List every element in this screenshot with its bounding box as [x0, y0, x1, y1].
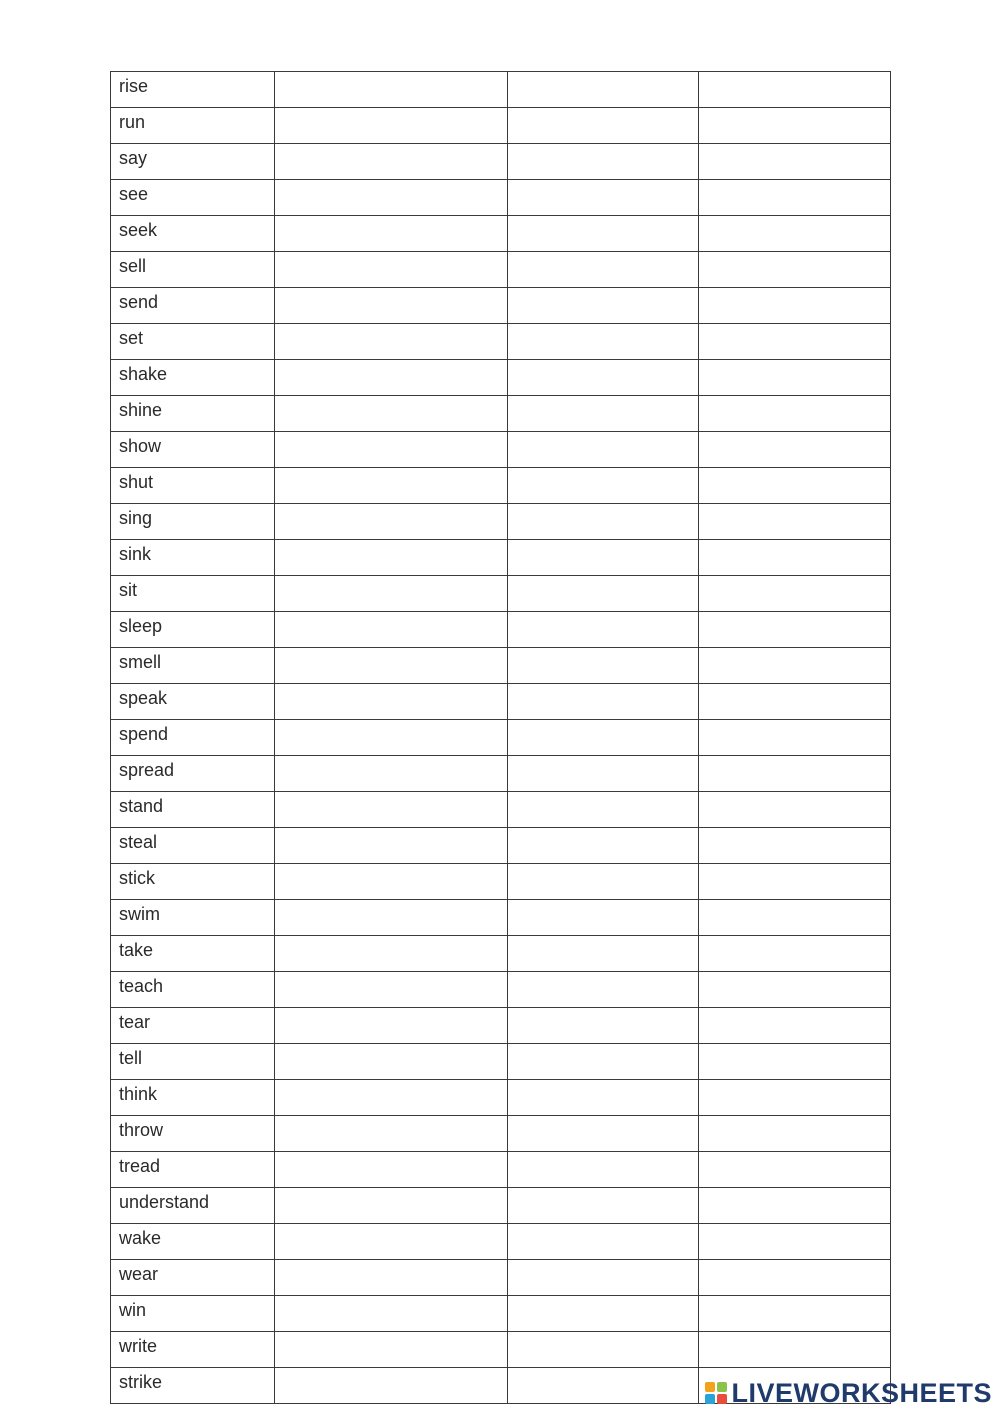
- answer-cell[interactable]: [699, 864, 891, 900]
- table-row: [111, 828, 891, 864]
- verb-cell: throw: [111, 1116, 275, 1152]
- answer-cell[interactable]: [275, 540, 508, 576]
- verb-cell: sell: [111, 252, 275, 288]
- answer-cell[interactable]: [275, 648, 508, 684]
- table-row: [111, 576, 891, 612]
- table-row: [111, 612, 891, 648]
- answer-cell[interactable]: [275, 720, 508, 756]
- answer-cell[interactable]: [508, 792, 699, 828]
- answer-cell[interactable]: [699, 288, 891, 324]
- answer-cell[interactable]: [508, 900, 699, 936]
- table-row: [111, 648, 891, 684]
- answer-cell[interactable]: [508, 540, 699, 576]
- verb-cell: sing: [111, 504, 275, 540]
- answer-cell[interactable]: [275, 792, 508, 828]
- answer-cell[interactable]: [508, 1224, 699, 1260]
- answer-cell[interactable]: [699, 252, 891, 288]
- answer-cell[interactable]: [275, 756, 508, 792]
- answer-cell[interactable]: [275, 144, 508, 180]
- answer-cell[interactable]: [699, 900, 891, 936]
- answer-cell[interactable]: [275, 432, 508, 468]
- verb-cell: steal: [111, 828, 275, 864]
- answer-cell[interactable]: [275, 1368, 508, 1404]
- answer-cell[interactable]: [508, 252, 699, 288]
- verb-cell: stick: [111, 864, 275, 900]
- answer-cell[interactable]: [508, 828, 699, 864]
- answer-cell[interactable]: [275, 324, 508, 360]
- verb-cell: shut: [111, 468, 275, 504]
- answer-cell[interactable]: [275, 1296, 508, 1332]
- verb-table-body: [111, 72, 891, 1404]
- answer-cell[interactable]: [508, 1152, 699, 1188]
- logo-square-w: [717, 1382, 727, 1392]
- verb-cell: shine: [111, 396, 275, 432]
- verb-cell: understand: [111, 1188, 275, 1224]
- answer-cell[interactable]: [275, 396, 508, 432]
- answer-cell[interactable]: [275, 72, 508, 108]
- answer-cell[interactable]: [699, 432, 891, 468]
- verb-cell: take: [111, 936, 275, 972]
- answer-cell[interactable]: [699, 504, 891, 540]
- brand-prefix: LIVE: [731, 1378, 794, 1408]
- table-row: [111, 180, 891, 216]
- answer-cell[interactable]: [699, 72, 891, 108]
- verb-cell: shake: [111, 360, 275, 396]
- verb-cell: see: [111, 180, 275, 216]
- table-row: [111, 1296, 891, 1332]
- table-row: [111, 504, 891, 540]
- answer-cell[interactable]: [275, 936, 508, 972]
- verb-cell: write: [111, 1332, 275, 1368]
- answer-cell[interactable]: [275, 1260, 508, 1296]
- answer-cell[interactable]: [275, 1152, 508, 1188]
- answer-cell[interactable]: [275, 972, 508, 1008]
- answer-cell[interactable]: [508, 1116, 699, 1152]
- table-row: [111, 1152, 891, 1188]
- table-row: [111, 1116, 891, 1152]
- table-row: [111, 1008, 891, 1044]
- answer-cell[interactable]: [275, 108, 508, 144]
- table-row: [111, 1224, 891, 1260]
- verb-cell: teach: [111, 972, 275, 1008]
- answer-cell[interactable]: [508, 504, 699, 540]
- table-row: [111, 360, 891, 396]
- answer-cell[interactable]: [699, 792, 891, 828]
- answer-cell[interactable]: [699, 1296, 891, 1332]
- answer-cell[interactable]: [275, 1044, 508, 1080]
- answer-cell[interactable]: [699, 180, 891, 216]
- answer-cell[interactable]: [699, 396, 891, 432]
- answer-cell[interactable]: [275, 360, 508, 396]
- answer-cell[interactable]: [508, 360, 699, 396]
- verb-cell: spend: [111, 720, 275, 756]
- answer-cell[interactable]: [508, 936, 699, 972]
- answer-cell[interactable]: [275, 504, 508, 540]
- verb-cell: stand: [111, 792, 275, 828]
- table-row: [111, 396, 891, 432]
- answer-cell[interactable]: [699, 1080, 891, 1116]
- answer-cell[interactable]: [508, 144, 699, 180]
- answer-cell[interactable]: [508, 180, 699, 216]
- answer-cell[interactable]: [699, 1008, 891, 1044]
- answer-cell[interactable]: [508, 108, 699, 144]
- verb-cell: seek: [111, 216, 275, 252]
- answer-cell[interactable]: [275, 1080, 508, 1116]
- verb-cell: show: [111, 432, 275, 468]
- answer-cell[interactable]: [275, 1188, 508, 1224]
- table-row: [111, 1260, 891, 1296]
- table-row: [111, 792, 891, 828]
- answer-cell[interactable]: [508, 1080, 699, 1116]
- answer-cell[interactable]: [508, 1368, 699, 1404]
- verb-table: [110, 71, 891, 1404]
- verb-cell: tell: [111, 1044, 275, 1080]
- answer-cell[interactable]: [508, 432, 699, 468]
- verb-cell: swim: [111, 900, 275, 936]
- answer-cell[interactable]: [275, 576, 508, 612]
- verb-cell: wear: [111, 1260, 275, 1296]
- verb-cell: spread: [111, 756, 275, 792]
- table-row: [111, 1332, 891, 1368]
- verb-cell: run: [111, 108, 275, 144]
- brand-wordmark: [731, 1379, 992, 1407]
- table-row: [111, 936, 891, 972]
- answer-cell[interactable]: [508, 72, 699, 108]
- table-row: [111, 972, 891, 1008]
- answer-cell[interactable]: [508, 288, 699, 324]
- table-row: [111, 108, 891, 144]
- verb-cell: smell: [111, 648, 275, 684]
- verb-cell: win: [111, 1296, 275, 1332]
- verb-cell: send: [111, 288, 275, 324]
- answer-cell[interactable]: [508, 216, 699, 252]
- table-row: [111, 684, 891, 720]
- table-row: [111, 252, 891, 288]
- table-row: [111, 720, 891, 756]
- verb-cell: think: [111, 1080, 275, 1116]
- verb-cell: sleep: [111, 612, 275, 648]
- answer-cell[interactable]: [699, 144, 891, 180]
- answer-cell[interactable]: [699, 1152, 891, 1188]
- table-row: [111, 324, 891, 360]
- answer-cell[interactable]: [508, 1044, 699, 1080]
- verb-cell: strike: [111, 1368, 275, 1404]
- table-row: [111, 432, 891, 468]
- answer-cell[interactable]: [275, 180, 508, 216]
- answer-cell[interactable]: [699, 1116, 891, 1152]
- answer-cell[interactable]: [275, 288, 508, 324]
- answer-cell[interactable]: [699, 1188, 891, 1224]
- answer-cell[interactable]: [699, 828, 891, 864]
- verb-cell: tread: [111, 1152, 275, 1188]
- answer-cell[interactable]: [699, 540, 891, 576]
- answer-cell[interactable]: [508, 1332, 699, 1368]
- verb-cell: tear: [111, 1008, 275, 1044]
- verb-cell: sink: [111, 540, 275, 576]
- table-row: [111, 1080, 891, 1116]
- answer-cell[interactable]: [508, 972, 699, 1008]
- answer-cell[interactable]: [699, 648, 891, 684]
- answer-cell[interactable]: [275, 612, 508, 648]
- liveworksheets-logo-icon: [705, 1382, 727, 1404]
- answer-cell[interactable]: [508, 576, 699, 612]
- answer-cell[interactable]: [275, 468, 508, 504]
- answer-cell[interactable]: [699, 1044, 891, 1080]
- logo-square-v: [705, 1394, 715, 1404]
- table-row: [111, 864, 891, 900]
- answer-cell[interactable]: [508, 468, 699, 504]
- answer-cell[interactable]: [699, 720, 891, 756]
- answer-cell[interactable]: [508, 1296, 699, 1332]
- answer-cell[interactable]: [275, 864, 508, 900]
- table-row: [111, 756, 891, 792]
- brand-suffix: WORKSHEETS: [793, 1378, 992, 1408]
- answer-cell[interactable]: [508, 684, 699, 720]
- table-row: [111, 540, 891, 576]
- answer-cell[interactable]: [699, 468, 891, 504]
- table-row: [111, 468, 891, 504]
- answer-cell[interactable]: [699, 360, 891, 396]
- logo-square-s: [717, 1394, 727, 1404]
- verb-cell: rise: [111, 72, 275, 108]
- answer-cell[interactable]: [699, 108, 891, 144]
- answer-cell[interactable]: [275, 1224, 508, 1260]
- answer-cell[interactable]: [275, 684, 508, 720]
- answer-cell[interactable]: [699, 972, 891, 1008]
- verb-cell: wake: [111, 1224, 275, 1260]
- answer-cell[interactable]: [699, 756, 891, 792]
- answer-cell[interactable]: [275, 1008, 508, 1044]
- table-row: [111, 216, 891, 252]
- answer-cell[interactable]: [699, 1332, 891, 1368]
- answer-cell[interactable]: [508, 1008, 699, 1044]
- verb-cell: set: [111, 324, 275, 360]
- answer-cell[interactable]: [275, 1116, 508, 1152]
- answer-cell[interactable]: [699, 612, 891, 648]
- answer-cell[interactable]: [699, 576, 891, 612]
- answer-cell[interactable]: [699, 936, 891, 972]
- answer-cell[interactable]: [508, 720, 699, 756]
- answer-cell[interactable]: [699, 324, 891, 360]
- table-row: [111, 1188, 891, 1224]
- answer-cell[interactable]: [508, 756, 699, 792]
- answer-cell[interactable]: [508, 1260, 699, 1296]
- logo-square-l: [705, 1382, 715, 1392]
- answer-cell[interactable]: [699, 216, 891, 252]
- answer-cell[interactable]: [275, 1332, 508, 1368]
- answer-cell[interactable]: [699, 684, 891, 720]
- answer-cell[interactable]: [508, 648, 699, 684]
- table-row: [111, 72, 891, 108]
- answer-cell[interactable]: [275, 828, 508, 864]
- answer-cell[interactable]: [508, 1188, 699, 1224]
- table-row: [111, 900, 891, 936]
- answer-cell[interactable]: [508, 864, 699, 900]
- answer-cell[interactable]: [699, 1260, 891, 1296]
- table-row: [111, 144, 891, 180]
- answer-cell[interactable]: [508, 324, 699, 360]
- answer-cell[interactable]: [508, 612, 699, 648]
- verb-cell: speak: [111, 684, 275, 720]
- table-row: [111, 288, 891, 324]
- liveworksheets-brand: [705, 1379, 992, 1407]
- answer-cell[interactable]: [275, 216, 508, 252]
- verb-cell: say: [111, 144, 275, 180]
- answer-cell[interactable]: [275, 900, 508, 936]
- verb-cell: sit: [111, 576, 275, 612]
- answer-cell[interactable]: [275, 252, 508, 288]
- answer-cell[interactable]: [508, 396, 699, 432]
- table-row: [111, 1044, 891, 1080]
- answer-cell[interactable]: [699, 1224, 891, 1260]
